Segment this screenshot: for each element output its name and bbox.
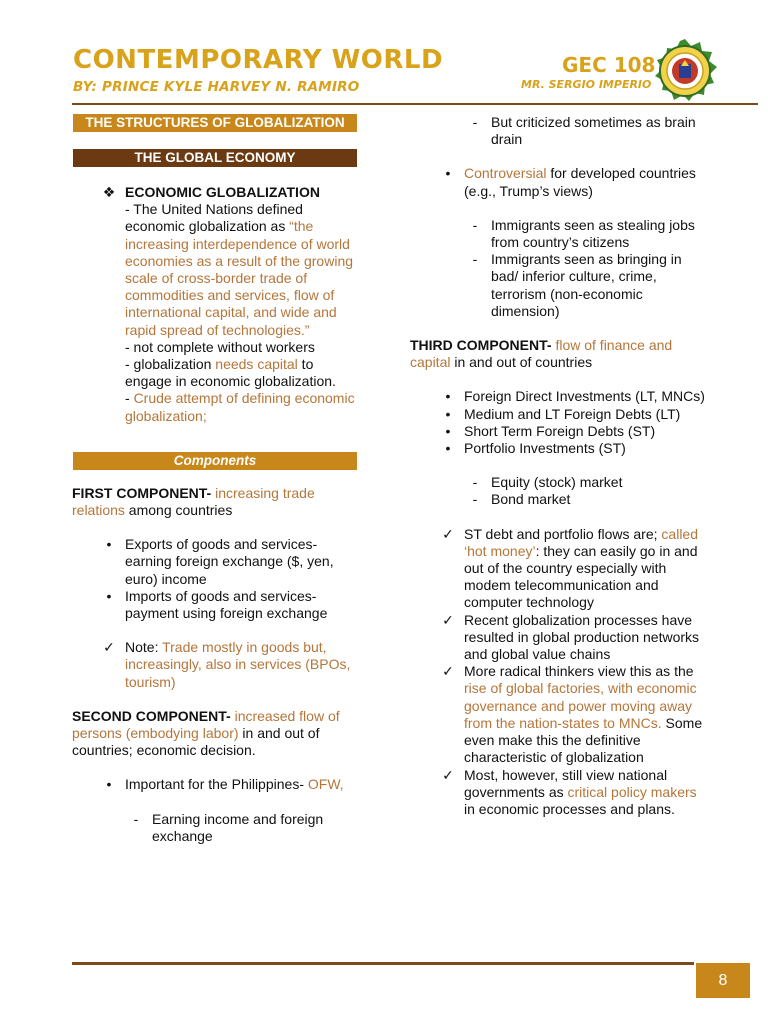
dash-item: - Immigrants seen as bringing in bad/ inferior culture, crime, terrorism (non-economic dimension) [472,251,682,319]
right-column [410,114,710,818]
left-column [72,114,362,845]
diamond-bullet-icon: ❖ [102,184,116,200]
subsection-bar-global-economy: THE GLOBAL ECONOMY [73,149,357,167]
list-item: • Controversial for developed countries (e.g., Trump’s views) [445,165,696,199]
school-seal-icon [652,38,718,104]
eg-crude-line: - Crude attempt of defining economic globalization; [125,390,355,424]
check-icon: ✓ [442,766,454,783]
header-divider [72,103,758,105]
list-item: • Short Term Foreign Debts (ST) [445,422,656,439]
eg-capital-line: - globalization needs capital to engage in economic globalization. [125,356,336,390]
dash-item: - Immigrants seen as stealing jobs from country’s citizens [472,216,695,251]
first-component-heading: FIRST COMPONENT- increasing trade relations among countries [72,484,315,519]
author-byline: BY: PRINCE KYLE HARVEY N. RAMIRO [73,79,360,95]
note-item: ✓ Note: Trade mostly in goods but, increasingly, also in services (BPOs, tourism) [125,639,362,691]
eg-definition: - The United Nations defined economic globalization as “the increasing interdependence of world economies as a result of the growing scale of cross-border trade of commodities and services, flow of international capital, and wide and rapid spread of technologies.” [125,201,354,338]
check-item: ✓ More radical thinkers view this as the rise of global factories, with economic governance and power moving away from the nation-states to MNCs. Some even make this the definitive characteristic of globalization [464,663,710,766]
check-icon: ✓ [442,663,454,680]
list-item: • Portfolio Investments (ST) [445,440,626,457]
check-icon: ✓ [442,525,454,542]
dash-item: - Equity (stock) market [472,474,623,491]
section-bar-structures: THE STRUCTURES OF GLOBALIZATION [73,114,357,132]
check-icon: ✓ [442,611,454,628]
second-component-heading: SECOND COMPONENT- increased flow of persons (embodying labor) in and out of countries; economic decision. [72,707,340,759]
footer-divider [72,962,694,965]
third-component-heading: THIRD COMPONENT- flow of finance and capital in and out of countries [410,337,673,371]
economic-globalization-block [102,184,362,425]
course-code: GEC 108 [562,53,656,77]
components-bar: Components [73,452,357,470]
check-item: ✓ Most, however, still view national governments as critical policy makers in economic processes and plans. [464,767,710,819]
list-item: • Exports of goods and services- earning foreign exchange ($, yen, euro) income [106,536,334,587]
check-item: ✓ Recent globalization processes have resulted in global production networks and global value chains [464,612,710,664]
check-icon: ✓ [103,639,115,656]
teacher-name: MR. SERGIO IMPERIO [521,78,652,91]
list-item: • Important for the Philippines- OFW, [106,776,344,793]
page-number: 8 [696,963,750,998]
eg-workers-line: - not complete without workers [125,338,315,355]
check-item: ✓ ST debt and portfolio flows are; called ‘hot money’: they can easily go in and out of the country especially with modem telecommunication and computer technology [464,526,710,612]
dash-item: - Earning income and foreign exchange [133,810,324,844]
document-title: CONTEMPORARY WORLD [73,45,444,75]
list-item: • Medium and LT Foreign Debts (LT) [445,405,681,422]
list-item: • Imports of goods and services- payment using foreign exchange [106,587,328,622]
dash-item: - But criticized sometimes as brain drain [472,114,696,148]
dash-item: - Bond market [472,491,571,508]
eg-heading: ECONOMIC GLOBALIZATION [125,184,320,200]
list-item: • Foreign Direct Investments (LT, MNCs) [445,388,705,405]
